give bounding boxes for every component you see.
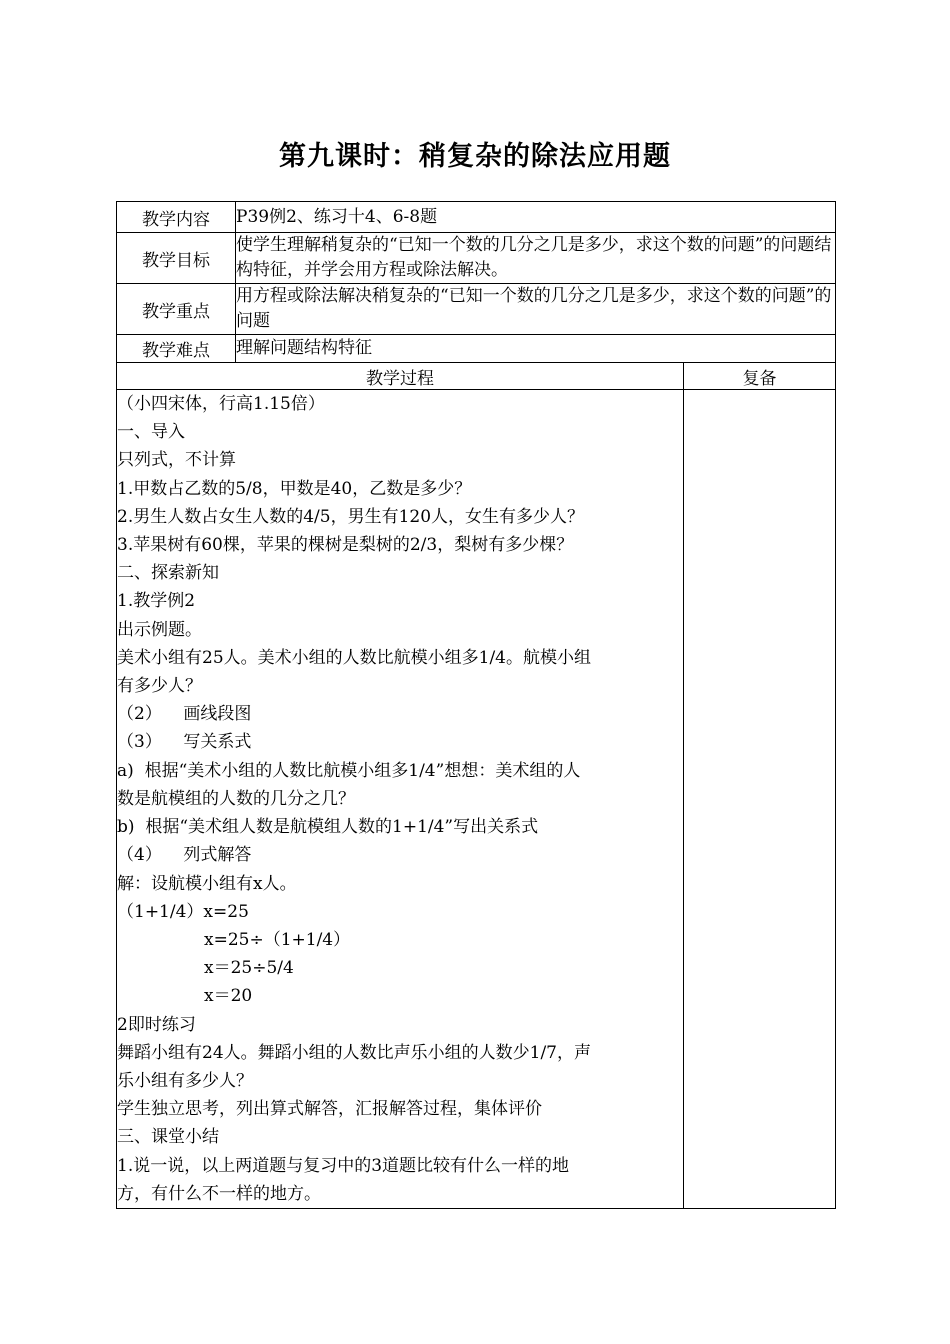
practice-problem-line: 舞蹈小组有24人。舞蹈小组的人数比声乐小组的人数少1/7，声 [117,1042,591,1063]
section-heading-explore: 二、探索新知 [117,563,219,584]
value-teaching-content: P39例2、练习十4、6-8题 [236,202,836,233]
example-problem-line: 有多少人？ [117,676,202,697]
label-teaching-focus: 教学重点 [117,284,236,335]
process-line: 学生独立思考，列出算式解答，汇报解答过程，集体评价 [117,1099,542,1120]
step-line: a) 根据“美术小组的人数比航模小组多1/4”想想：美术组的人 [117,760,581,781]
process-line: 1.教学例2 [117,591,196,612]
process-line: （小四宋体，行高1.15倍） [117,394,325,415]
row-teaching-focus [117,284,836,335]
row-teaching-content [117,202,836,233]
value-teaching-focus: 用方程或除法解决稍复杂的“已知一个数的几分之几是多少，求这个数的问题”的问题 [236,284,836,335]
label-teaching-content: 教学内容 [117,202,236,233]
solution-line: 解：设航模小组有x人。 [117,873,297,894]
label-teaching-goal: 教学目标 [117,233,236,284]
page-title: 第九课时：稍复杂的除法应用题 [279,141,671,172]
equation-line: （1+1/4）x=25 [117,901,249,922]
step-line: 数是航模组的人数的几分之几？ [117,788,355,809]
process-line: 只列式，不计算 [117,450,236,471]
row-process-header [117,363,836,390]
review-question-1: 1.甲数占乙数的5/8，甲数是40，乙数是多少？ [117,478,472,499]
equation-line: x=25÷（1+1/4） [204,929,351,950]
teaching-process-content [117,390,684,1209]
process-line: 1.说一说，以上两道题与复习中的3道题比较有什么一样的地 [117,1155,570,1176]
review-prep-cell [684,390,836,1209]
header-review-prep: 复备 [684,363,836,390]
equation-line: x＝25÷5/4 [204,958,294,979]
review-question-2: 2.男生人数占女生人数的4/5，男生有120人，女生有多少人？ [117,506,585,527]
header-teaching-process: 教学过程 [117,363,684,390]
label-teaching-difficulty: 教学难点 [117,335,236,363]
row-process-body [117,390,836,1209]
value-teaching-goal: 使学生理解稍复杂的“已知一个数的几分之几是多少，求这个数的问题”的问题结构特征，并学会用方程或除法解决。 [236,233,836,284]
row-teaching-goal [117,233,836,284]
value-teaching-difficulty: 理解问题结构特征 [236,335,836,363]
step-line: （4） 列式解答 [117,845,252,866]
section-heading-summary: 三、课堂小结 [117,1127,219,1148]
process-line: 2即时练习 [117,1014,196,1035]
step-line: （2） 画线段图 [117,704,252,725]
equation-line: x＝20 [204,986,253,1007]
practice-problem-line: 乐小组有多少人？ [117,1070,253,1091]
example-problem-line: 美术小组有25人。美术小组的人数比航模小组多1/4。航模小组 [117,647,591,668]
lesson-plan-table [116,201,836,1209]
process-line: 方，有什么不一样的地方。 [117,1183,321,1204]
review-question-3: 3.苹果树有60棵，苹果的棵树是梨树的2/3，梨树有多少棵？ [117,535,574,556]
process-line: 出示例题。 [117,619,202,640]
section-heading-intro: 一、导入 [117,422,185,443]
step-line: b) 根据“美术组人数是航模组人数的1+1/4”写出关系式 [117,817,539,838]
step-line: （3） 写关系式 [117,732,252,753]
row-teaching-difficulty [117,335,836,363]
